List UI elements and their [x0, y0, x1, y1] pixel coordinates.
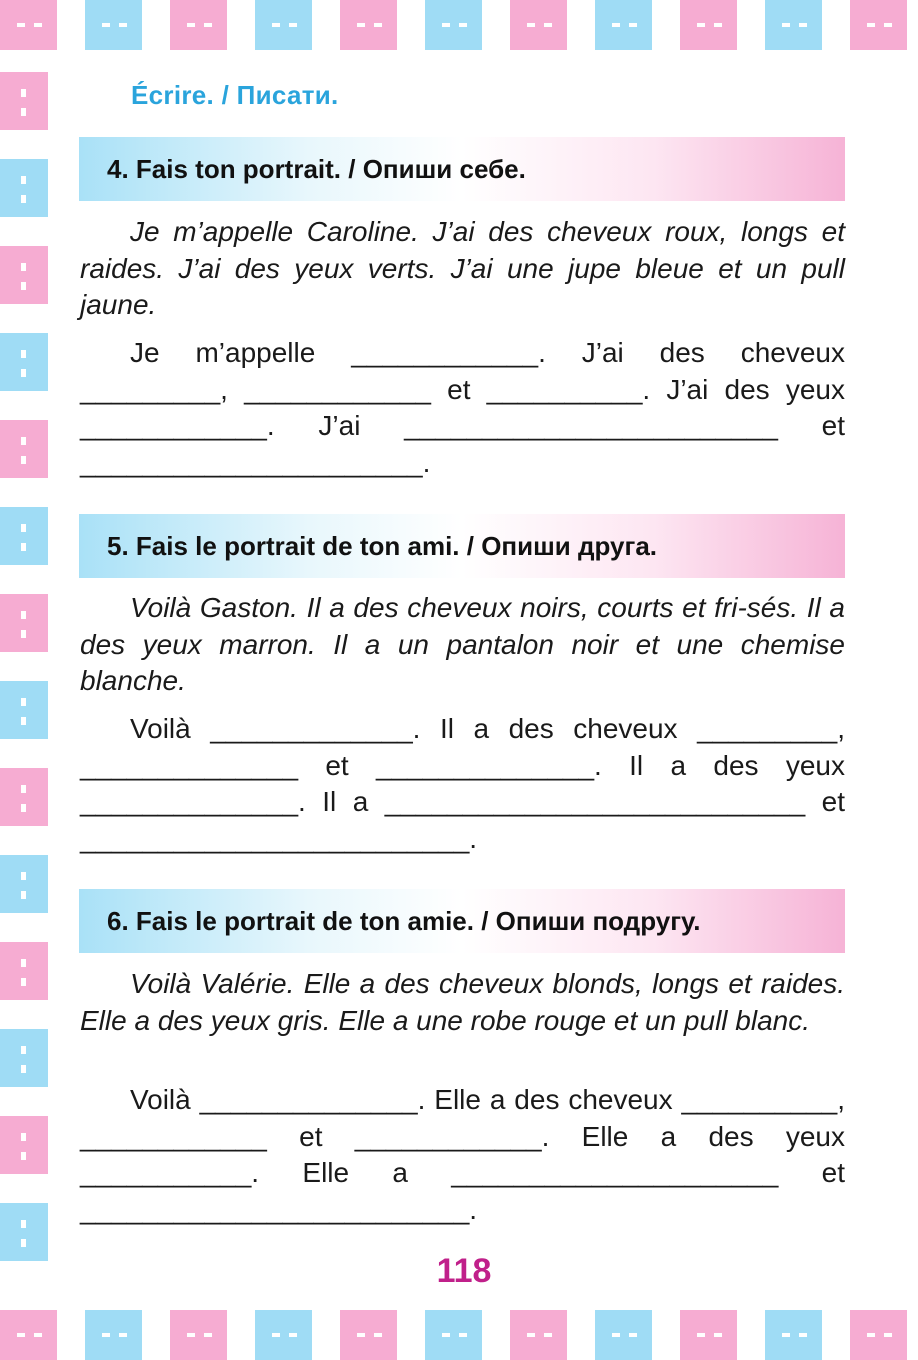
task-4-heading: 4. Fais ton portrait. / Опиши себе. — [79, 137, 845, 201]
tile-dash — [21, 263, 26, 271]
task-5-exercise-text: Voilà _____________. Il a des cheveux _________, ______________ et ______________. Il a des yeux ______________. Il a ___________________________ et _________________________. — [80, 713, 845, 854]
tile-dash — [119, 1333, 127, 1337]
tile-dash — [442, 23, 450, 27]
tile-dash — [204, 1333, 212, 1337]
border-tile — [0, 507, 48, 565]
task-5-heading: 5. Fais le portrait de ton ami. / Опиши друга. — [79, 514, 845, 578]
tile-dash — [612, 23, 620, 27]
border-tile — [595, 1310, 652, 1360]
border-tile — [765, 1310, 822, 1360]
tile-dash — [697, 1333, 705, 1337]
tile-dash — [21, 176, 26, 184]
border-tile — [170, 1310, 227, 1360]
tile-dash — [527, 1333, 535, 1337]
tile-dash — [21, 978, 26, 986]
tile-dash — [544, 1333, 552, 1337]
border-tile — [0, 1029, 48, 1087]
tile-dash — [782, 1333, 790, 1337]
task-5-example — [80, 590, 845, 700]
border-tile — [0, 333, 48, 391]
tile-dash — [374, 1333, 382, 1337]
task-4-exercise-text: Je m’appelle ____________. J’ai des cheveux _________, ____________ et __________. J’ai des yeux ____________. J’ai ________________________ et ______________________. — [80, 337, 845, 478]
tile-dash — [21, 1152, 26, 1160]
tile-dash — [17, 1333, 25, 1337]
tile-dash — [21, 543, 26, 551]
border-tile — [0, 681, 48, 739]
tile-dash — [102, 1333, 110, 1337]
tile-dash — [119, 23, 127, 27]
border-tile — [0, 246, 48, 304]
tile-dash — [21, 1239, 26, 1247]
tile-dash — [21, 959, 26, 967]
tile-dash — [612, 1333, 620, 1337]
tile-dash — [21, 804, 26, 812]
tile-dash — [187, 23, 195, 27]
tile-dash — [357, 23, 365, 27]
border-tile — [255, 1310, 312, 1360]
tile-dash — [697, 23, 705, 27]
border-tile — [680, 0, 737, 50]
tile-dash — [629, 23, 637, 27]
tile-dash — [21, 872, 26, 880]
border-tile — [765, 0, 822, 50]
tile-dash — [204, 23, 212, 27]
tile-dash — [17, 23, 25, 27]
border-tile — [0, 768, 48, 826]
tile-dash — [629, 1333, 637, 1337]
tile-dash — [714, 23, 722, 27]
bottom-decorative-border — [0, 1310, 918, 1360]
tile-dash — [34, 23, 42, 27]
tile-dash — [21, 524, 26, 532]
tile-dash — [21, 1220, 26, 1228]
tile-dash — [374, 23, 382, 27]
tile-dash — [884, 23, 892, 27]
border-tile — [255, 0, 312, 50]
tile-dash — [867, 23, 875, 27]
border-tile — [0, 594, 48, 652]
border-tile — [0, 1310, 57, 1360]
border-tile — [595, 0, 652, 50]
tile-dash — [21, 785, 26, 793]
tile-dash — [21, 108, 26, 116]
border-tile — [0, 420, 48, 478]
tile-dash — [21, 350, 26, 358]
tile-dash — [884, 1333, 892, 1337]
page-number: 118 — [436, 1252, 492, 1290]
tile-dash — [21, 456, 26, 464]
tile-dash — [289, 1333, 297, 1337]
tile-dash — [187, 1333, 195, 1337]
border-tile — [340, 1310, 397, 1360]
border-tile — [850, 1310, 907, 1360]
border-tile — [425, 1310, 482, 1360]
tile-dash — [289, 23, 297, 27]
border-tile — [680, 1310, 737, 1360]
task-6-exercise — [80, 1082, 845, 1228]
tile-dash — [21, 698, 26, 706]
tile-dash — [442, 1333, 450, 1337]
border-tile — [340, 0, 397, 50]
border-tile — [170, 0, 227, 50]
task-5-example-text: Voilà Gaston. Il a des cheveux noirs, courts et fri-sés. Il a des yeux marron. Il a un pantalon noir et une chemise blanche. — [80, 592, 845, 696]
section-title: Écrire. / Писати. — [131, 80, 339, 110]
left-decorative-border — [0, 50, 50, 1310]
border-tile — [0, 942, 48, 1000]
top-decorative-border — [0, 0, 918, 50]
tile-dash — [34, 1333, 42, 1337]
task-4-example-text: Je m’appelle Caroline. J’ai des cheveux roux, longs et raides. J’ai des yeux verts. J’ai une jupe bleue et un pull jaune. — [80, 216, 845, 320]
task-6-heading: 6. Fais le portrait de ton amie. / Опиши подругу. — [79, 889, 845, 953]
border-tile — [510, 1310, 567, 1360]
tile-dash — [714, 1333, 722, 1337]
tile-dash — [799, 1333, 807, 1337]
border-tile — [0, 855, 48, 913]
tile-dash — [21, 195, 26, 203]
border-tile — [0, 72, 48, 130]
tile-dash — [272, 1333, 280, 1337]
tile-dash — [21, 630, 26, 638]
tile-dash — [102, 23, 110, 27]
task-6-example-text: Voilà Valérie. Elle a des cheveux blonds, longs et raides. Elle a des yeux gris. Elle a une robe rouge et un pull blanc. — [80, 968, 845, 1036]
tile-dash — [21, 717, 26, 725]
border-tile — [0, 1116, 48, 1174]
tile-dash — [21, 369, 26, 377]
border-tile — [85, 0, 142, 50]
tile-dash — [867, 1333, 875, 1337]
tile-dash — [272, 23, 280, 27]
border-tile — [850, 0, 907, 50]
tile-dash — [21, 437, 26, 445]
border-tile — [425, 0, 482, 50]
tile-dash — [459, 1333, 467, 1337]
tile-dash — [357, 1333, 365, 1337]
border-tile — [0, 0, 57, 50]
tile-dash — [21, 1133, 26, 1141]
tile-dash — [544, 23, 552, 27]
border-tile — [85, 1310, 142, 1360]
border-tile — [0, 159, 48, 217]
tile-dash — [21, 611, 26, 619]
task-4-example — [80, 214, 845, 324]
tile-dash — [459, 23, 467, 27]
tile-dash — [527, 23, 535, 27]
task-4-exercise — [80, 335, 845, 481]
tile-dash — [21, 89, 26, 97]
tile-dash — [782, 23, 790, 27]
task-6-example — [80, 966, 845, 1039]
tile-dash — [21, 282, 26, 290]
tile-dash — [21, 891, 26, 899]
task-6-exercise-text: Voilà ______________. Elle a des cheveux __________, ____________ et ____________. Elle a des yeux ___________. Elle a _____________________ et _________________________. — [80, 1084, 845, 1225]
tile-dash — [21, 1065, 26, 1073]
border-tile — [510, 0, 567, 50]
task-5-exercise — [80, 711, 845, 857]
tile-dash — [21, 1046, 26, 1054]
tile-dash — [799, 23, 807, 27]
